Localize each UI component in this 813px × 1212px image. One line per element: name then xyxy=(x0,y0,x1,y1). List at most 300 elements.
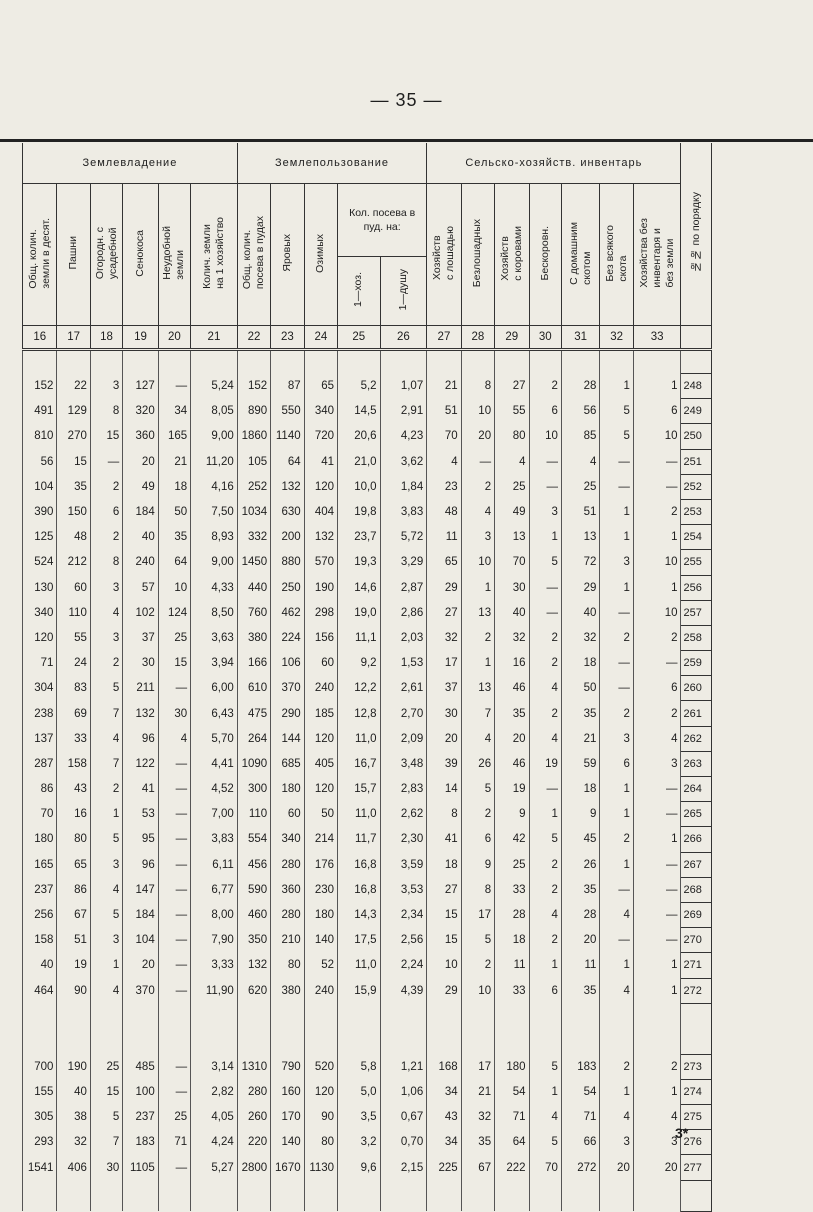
table-cell: 2 xyxy=(461,625,494,650)
table-cell: 485 xyxy=(123,1054,158,1079)
table-cell: — xyxy=(158,751,190,776)
column-number: 21 xyxy=(191,326,238,350)
table-cell: 225 xyxy=(427,1155,461,1180)
spacer-cell xyxy=(600,350,633,374)
table-cell: 5 xyxy=(461,928,494,953)
table-cell: 230 xyxy=(304,877,337,902)
table-cell: 4,41 xyxy=(191,751,238,776)
table-cell: 3,14 xyxy=(191,1054,238,1079)
table-cell: 790 xyxy=(271,1054,304,1079)
header-c32: Без всякого скота xyxy=(600,184,633,326)
table-row xyxy=(23,525,712,550)
row-number-cell: 272 xyxy=(681,978,712,1003)
table-cell: 370 xyxy=(123,978,158,1003)
table-cell: 9,2 xyxy=(338,651,381,676)
table-cell: — xyxy=(633,777,681,802)
table-cell: 810 xyxy=(23,424,57,449)
spacer-cell xyxy=(681,1180,712,1211)
table-cell: — xyxy=(600,474,633,499)
table-cell: 4 xyxy=(90,600,122,625)
table-cell: 4 xyxy=(529,726,561,751)
table-cell: 7,50 xyxy=(191,499,238,524)
table-cell: 15 xyxy=(427,928,461,953)
table-cell: 28 xyxy=(495,902,529,927)
table-cell: 45 xyxy=(561,827,599,852)
spacer-cell xyxy=(271,1003,304,1054)
table-cell: 2,62 xyxy=(380,802,427,827)
group-landholding: Землевладение xyxy=(23,143,238,184)
table-cell: 2 xyxy=(633,625,681,650)
table-cell: 32 xyxy=(495,625,529,650)
page-number: — 35 — xyxy=(370,90,443,110)
table-cell: 26 xyxy=(461,751,494,776)
spacer-cell xyxy=(427,350,461,374)
table-cell: 23,7 xyxy=(338,525,381,550)
table-cell: — xyxy=(158,676,190,701)
table-cell: 340 xyxy=(271,827,304,852)
table-cell: — xyxy=(158,374,190,399)
table-cell: 9,00 xyxy=(191,424,238,449)
table-cell: 6,43 xyxy=(191,701,238,726)
column-number: 33 xyxy=(633,326,681,350)
table-cell: 3,83 xyxy=(380,499,427,524)
table-cell: 5 xyxy=(529,1130,561,1155)
table-row xyxy=(23,827,712,852)
table-cell: 464 xyxy=(23,978,57,1003)
table-body xyxy=(23,350,712,1212)
table-cell: 5 xyxy=(90,1105,122,1130)
table-cell: 1 xyxy=(600,499,633,524)
table-cell: 6 xyxy=(633,399,681,424)
table-cell: — xyxy=(600,877,633,902)
spacer-row xyxy=(23,1180,712,1211)
header-c24: Озимых xyxy=(304,184,337,326)
row-number-cell: 264 xyxy=(681,777,712,802)
table-cell: 190 xyxy=(304,575,337,600)
table-cell: 20 xyxy=(461,424,494,449)
table-cell: 4,23 xyxy=(380,424,427,449)
table-cell: 54 xyxy=(561,1079,599,1104)
table-cell: 2 xyxy=(529,374,561,399)
table-cell: 15,9 xyxy=(338,978,381,1003)
table-cell: 50 xyxy=(561,676,599,701)
table-cell: 70 xyxy=(495,550,529,575)
statistics-table xyxy=(22,143,712,1212)
table-cell: 38 xyxy=(57,1105,90,1130)
table-cell: 4 xyxy=(461,499,494,524)
table-cell: 350 xyxy=(237,928,270,953)
spacer-row xyxy=(23,350,712,374)
table-cell: 19,8 xyxy=(338,499,381,524)
table-cell: 30 xyxy=(427,701,461,726)
table-cell: 1 xyxy=(90,953,122,978)
table-cell: 30 xyxy=(123,651,158,676)
table-cell: 132 xyxy=(123,701,158,726)
table-cell: 10 xyxy=(633,600,681,625)
table-row xyxy=(23,1105,712,1130)
table-cell: 3,62 xyxy=(380,449,427,474)
table-cell: 220 xyxy=(237,1130,270,1155)
table-cell: 1 xyxy=(600,1079,633,1104)
table-cell: 39 xyxy=(427,751,461,776)
table-cell: 28 xyxy=(561,374,599,399)
spacer-cell xyxy=(123,1180,158,1211)
table-cell: 630 xyxy=(271,499,304,524)
table-cell: 70 xyxy=(427,424,461,449)
table-cell: 440 xyxy=(237,575,270,600)
table-cell: 2 xyxy=(529,852,561,877)
spacer-cell xyxy=(461,1180,494,1211)
column-number-row xyxy=(23,326,712,350)
table-cell: 240 xyxy=(304,676,337,701)
spacer-cell xyxy=(427,1003,461,1054)
header-c18: Огородн. с усадебной xyxy=(90,184,122,326)
row-number-cell: 253 xyxy=(681,499,712,524)
table-cell: 60 xyxy=(271,802,304,827)
table-cell: 5,0 xyxy=(338,1079,381,1104)
table-cell: 104 xyxy=(123,928,158,953)
header-c31: С домашним скотом xyxy=(561,184,599,326)
table-cell: — xyxy=(529,449,561,474)
table-cell: 720 xyxy=(304,424,337,449)
table-cell: 880 xyxy=(271,550,304,575)
spacer-cell xyxy=(380,1003,427,1054)
table-cell: 9,00 xyxy=(191,550,238,575)
table-cell: 152 xyxy=(237,374,270,399)
table-cell: 1140 xyxy=(271,424,304,449)
table-cell: 1450 xyxy=(237,550,270,575)
table-cell: 2800 xyxy=(237,1155,270,1180)
table-cell: 85 xyxy=(561,424,599,449)
table-cell: 1 xyxy=(529,953,561,978)
table-cell: 28 xyxy=(561,902,599,927)
table-cell: 80 xyxy=(57,827,90,852)
table-cell: 180 xyxy=(271,777,304,802)
table-cell: 32 xyxy=(461,1105,494,1130)
table-cell: 80 xyxy=(271,953,304,978)
table-cell: 120 xyxy=(304,726,337,751)
spacer-cell xyxy=(158,1003,190,1054)
table-cell: 127 xyxy=(123,374,158,399)
table-cell: 35 xyxy=(561,877,599,902)
table-cell: 69 xyxy=(57,701,90,726)
table-cell: 1 xyxy=(600,777,633,802)
table-cell: 5 xyxy=(529,1054,561,1079)
table-cell: 27 xyxy=(427,600,461,625)
table-cell: 16 xyxy=(495,651,529,676)
table-cell: 462 xyxy=(271,600,304,625)
table-cell: 222 xyxy=(495,1155,529,1180)
spacer-cell xyxy=(304,350,337,374)
table-cell: 43 xyxy=(57,777,90,802)
column-number-order xyxy=(681,326,712,350)
column-number: 22 xyxy=(237,326,270,350)
table-cell: 6 xyxy=(600,751,633,776)
header-c29: Хозяйств с коровами xyxy=(495,184,529,326)
table-cell: 42 xyxy=(495,827,529,852)
table-cell: 524 xyxy=(23,550,57,575)
table-cell: 2,09 xyxy=(380,726,427,751)
table-cell: 272 xyxy=(561,1155,599,1180)
table-cell: 1541 xyxy=(23,1155,57,1180)
table-row xyxy=(23,777,712,802)
table-cell: — xyxy=(529,575,561,600)
spacer-cell xyxy=(23,1003,57,1054)
table-cell: 8,00 xyxy=(191,902,238,927)
spacer-cell xyxy=(681,1003,712,1054)
table-cell: 3 xyxy=(633,1130,681,1155)
table-cell: 16 xyxy=(57,802,90,827)
table-cell: 54 xyxy=(495,1079,529,1104)
table-cell: 6 xyxy=(461,827,494,852)
table-cell: 2,56 xyxy=(380,928,427,953)
table-cell: 360 xyxy=(271,877,304,902)
table-cell: 70 xyxy=(23,802,57,827)
table-cell: 8 xyxy=(90,550,122,575)
table-cell: 460 xyxy=(237,902,270,927)
table-cell: 66 xyxy=(561,1130,599,1155)
table-cell: 24 xyxy=(57,651,90,676)
table-cell: 1 xyxy=(90,802,122,827)
table-cell: 71 xyxy=(158,1130,190,1155)
table-cell: 1 xyxy=(600,802,633,827)
row-number-cell: 265 xyxy=(681,802,712,827)
table-cell: 4 xyxy=(90,978,122,1003)
table-cell: — xyxy=(158,877,190,902)
row-number-cell: 248 xyxy=(681,374,712,399)
table-cell: 67 xyxy=(461,1155,494,1180)
spacer-cell xyxy=(380,1180,427,1211)
table-cell: 1 xyxy=(529,802,561,827)
table-cell: 2,82 xyxy=(191,1079,238,1104)
table-cell: 5,2 xyxy=(338,374,381,399)
table-cell: 7 xyxy=(461,701,494,726)
row-number-cell: 249 xyxy=(681,399,712,424)
table-cell: 57 xyxy=(123,575,158,600)
table-cell: 35 xyxy=(561,978,599,1003)
table-cell: — xyxy=(90,449,122,474)
table-cell: 4 xyxy=(529,902,561,927)
table-cell: 4 xyxy=(529,1105,561,1130)
table-cell: 380 xyxy=(271,978,304,1003)
table-cell: 49 xyxy=(495,499,529,524)
table-cell: 4 xyxy=(561,449,599,474)
spacer-cell xyxy=(681,350,712,374)
table-cell: 212 xyxy=(57,550,90,575)
row-number-cell: 262 xyxy=(681,726,712,751)
spacer-cell xyxy=(57,1003,90,1054)
table-cell: — xyxy=(633,474,681,499)
table-cell: 21 xyxy=(158,449,190,474)
table-cell: 1,53 xyxy=(380,651,427,676)
column-number: 31 xyxy=(561,326,599,350)
row-number-cell: 261 xyxy=(681,701,712,726)
table-cell: 19 xyxy=(529,751,561,776)
spacer-cell xyxy=(495,1003,529,1054)
table-cell: — xyxy=(158,1155,190,1180)
table-cell: 71 xyxy=(495,1105,529,1130)
table-cell: 5,24 xyxy=(191,374,238,399)
table-cell: 56 xyxy=(23,449,57,474)
table-cell: 80 xyxy=(304,1130,337,1155)
top-rule xyxy=(0,139,813,142)
column-number: 29 xyxy=(495,326,529,350)
table-cell: 332 xyxy=(237,525,270,550)
row-number-cell: 274 xyxy=(681,1079,712,1104)
row-number-cell: 257 xyxy=(681,600,712,625)
table-cell: 11 xyxy=(561,953,599,978)
column-number: 27 xyxy=(427,326,461,350)
table-cell: 132 xyxy=(237,953,270,978)
spacer-cell xyxy=(57,350,90,374)
table-cell: 2 xyxy=(529,651,561,676)
table-cell: 2 xyxy=(461,802,494,827)
table-cell: 2 xyxy=(633,1054,681,1079)
table-cell: 1 xyxy=(600,953,633,978)
table-cell: 1310 xyxy=(237,1054,270,1079)
table-cell: 4 xyxy=(90,726,122,751)
table-cell: 2 xyxy=(90,777,122,802)
table-cell: 210 xyxy=(271,928,304,953)
table-cell: 11,20 xyxy=(191,449,238,474)
table-cell: 22 xyxy=(57,374,90,399)
table-cell: 8,05 xyxy=(191,399,238,424)
column-number: 17 xyxy=(57,326,90,350)
header-c26: 1—душу xyxy=(380,257,427,326)
table-cell: 180 xyxy=(23,827,57,852)
table-cell: 25 xyxy=(495,474,529,499)
table-cell: 3 xyxy=(90,852,122,877)
table-cell: 11,90 xyxy=(191,978,238,1003)
table-cell: 18 xyxy=(158,474,190,499)
table-cell: 1670 xyxy=(271,1155,304,1180)
column-number: 32 xyxy=(600,326,633,350)
table-cell: — xyxy=(529,600,561,625)
spacer-cell xyxy=(529,350,561,374)
table-cell: 2 xyxy=(90,651,122,676)
row-number-cell: 254 xyxy=(681,525,712,550)
table-row xyxy=(23,600,712,625)
spacer-cell xyxy=(561,350,599,374)
table-cell: 15 xyxy=(427,902,461,927)
table-cell: 4 xyxy=(158,726,190,751)
table-cell: 250 xyxy=(271,575,304,600)
table-cell: 25 xyxy=(158,625,190,650)
table-cell: 32 xyxy=(427,625,461,650)
table-cell: 15 xyxy=(90,424,122,449)
header-c17: Пашни xyxy=(57,184,90,326)
group-landuse: Землепользование xyxy=(237,143,426,184)
table-cell: 475 xyxy=(237,701,270,726)
table-cell: — xyxy=(158,1054,190,1079)
table-cell: 50 xyxy=(158,499,190,524)
table-cell: 4,39 xyxy=(380,978,427,1003)
table-cell: 550 xyxy=(271,399,304,424)
table-cell: 6,00 xyxy=(191,676,238,701)
table-cell: 13 xyxy=(461,600,494,625)
table-cell: 25 xyxy=(495,852,529,877)
table-cell: 20 xyxy=(600,1155,633,1180)
row-number-cell: 271 xyxy=(681,953,712,978)
table-cell: 96 xyxy=(123,852,158,877)
table-cell: 14,3 xyxy=(338,902,381,927)
table-cell: 9 xyxy=(561,802,599,827)
table-cell: 160 xyxy=(271,1079,304,1104)
spacer-cell xyxy=(495,350,529,374)
table-cell: 10 xyxy=(427,953,461,978)
group-inventory: Сельско-хозяйств. инвентарь xyxy=(427,143,681,184)
table-cell: 17 xyxy=(461,1054,494,1079)
row-number-cell: 266 xyxy=(681,827,712,852)
spacer-cell xyxy=(600,1003,633,1054)
table-cell: 11,0 xyxy=(338,726,381,751)
table-cell: — xyxy=(461,449,494,474)
spacer-cell xyxy=(123,350,158,374)
table-cell: 86 xyxy=(57,877,90,902)
table-cell: 5,27 xyxy=(191,1155,238,1180)
spacer-cell xyxy=(304,1180,337,1211)
column-number: 28 xyxy=(461,326,494,350)
table-cell: 48 xyxy=(57,525,90,550)
table-cell: 35 xyxy=(461,1130,494,1155)
table-cell: 3 xyxy=(633,751,681,776)
table-cell: 11 xyxy=(495,953,529,978)
table-cell: 10 xyxy=(529,424,561,449)
table-cell: 16,8 xyxy=(338,877,381,902)
table-cell: 50 xyxy=(304,802,337,827)
table-cell: 1105 xyxy=(123,1155,158,1180)
table-cell: 102 xyxy=(123,600,158,625)
table-cell: 70 xyxy=(529,1155,561,1180)
table-cell: 190 xyxy=(57,1054,90,1079)
table-cell: 760 xyxy=(237,600,270,625)
table-cell: 252 xyxy=(237,474,270,499)
table-cell: 27 xyxy=(427,877,461,902)
table-cell: 20 xyxy=(495,726,529,751)
table-cell: 1 xyxy=(461,651,494,676)
table-cell: 27 xyxy=(495,374,529,399)
table-row xyxy=(23,852,712,877)
table-cell: 14,5 xyxy=(338,399,381,424)
table-cell: 144 xyxy=(271,726,304,751)
table-cell: 41 xyxy=(304,449,337,474)
table-cell: 240 xyxy=(123,550,158,575)
table-cell: 13 xyxy=(495,525,529,550)
table-cell: — xyxy=(158,928,190,953)
table-cell: 158 xyxy=(23,928,57,953)
table-cell: 132 xyxy=(271,474,304,499)
table-cell: 4 xyxy=(600,978,633,1003)
spacer-cell xyxy=(600,1180,633,1211)
table-cell: 51 xyxy=(427,399,461,424)
table-cell: 264 xyxy=(237,726,270,751)
table-cell: — xyxy=(633,928,681,953)
table-cell: 2 xyxy=(600,1054,633,1079)
header-c23: Яровых xyxy=(271,184,304,326)
table-cell: — xyxy=(600,651,633,676)
table-cell: 9 xyxy=(461,852,494,877)
table-cell: 240 xyxy=(304,978,337,1003)
table-cell: 8 xyxy=(427,802,461,827)
table-cell: 1 xyxy=(633,953,681,978)
table-cell: 7 xyxy=(90,1130,122,1155)
spacer-cell xyxy=(90,1003,122,1054)
footer-mark: 3* xyxy=(675,1125,689,1141)
column-number: 18 xyxy=(90,326,122,350)
table-cell: 260 xyxy=(237,1105,270,1130)
table-cell: 3,53 xyxy=(380,877,427,902)
table-cell: 1 xyxy=(633,827,681,852)
